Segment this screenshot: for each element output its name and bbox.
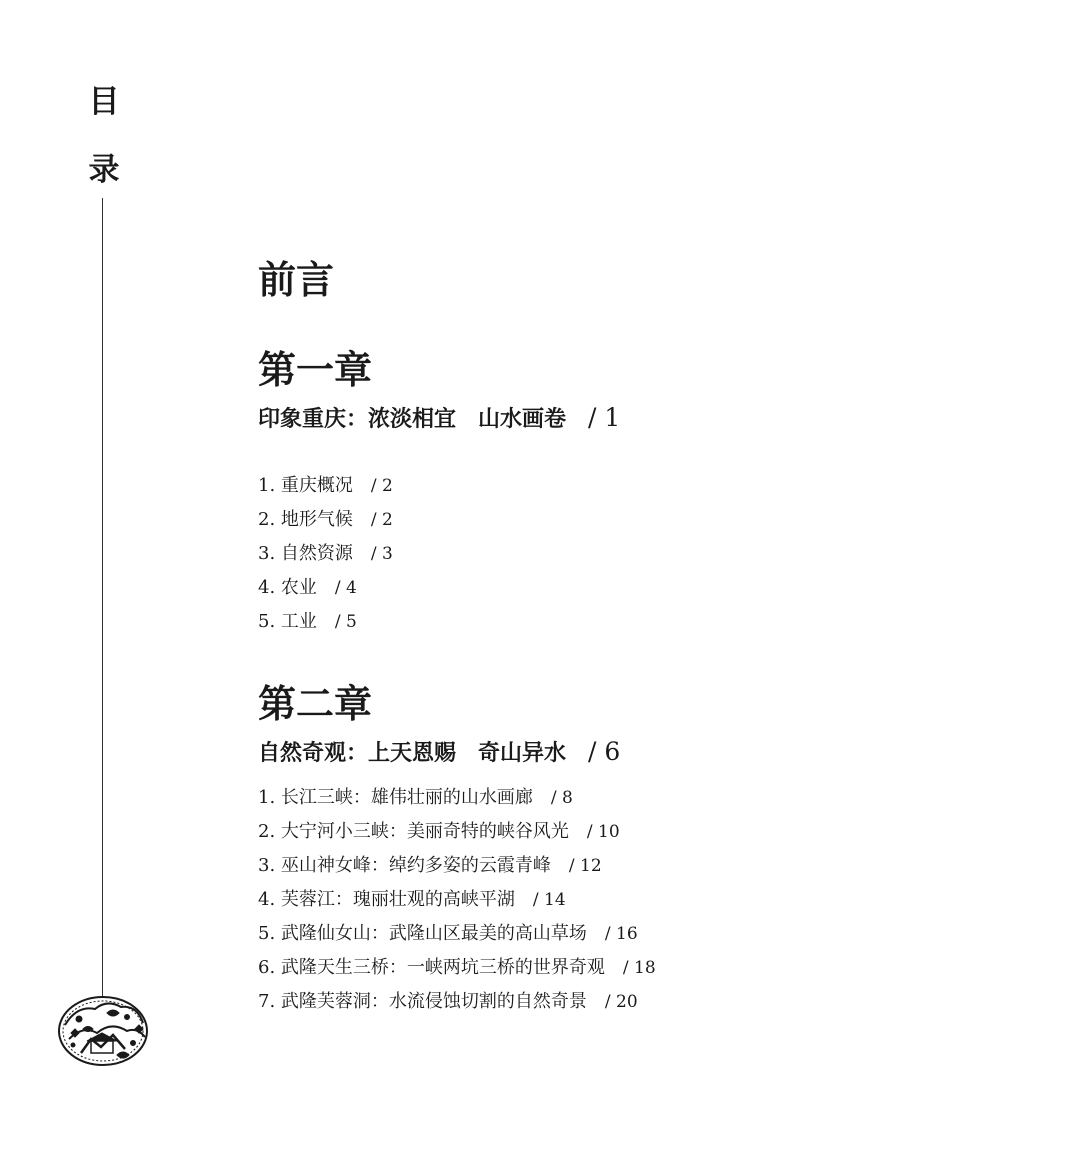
toc-entry[interactable] — [258, 469, 1038, 503]
toc-entry-title: 3. 巫山神女峰：绰约多姿的云霞青峰 — [258, 855, 551, 876]
toc-entry-page: / 14 — [532, 890, 566, 910]
toc-entry-title: 2. 大宁河小三峡：美丽奇特的峡谷风光 — [258, 821, 569, 842]
chapter-page-number: / 1 — [588, 403, 621, 432]
chapter-entry-list — [258, 469, 1038, 639]
toc-entry[interactable] — [258, 781, 1038, 815]
ornamental-seal-icon — [57, 995, 149, 1067]
toc-entry-title: 4. 芙蓉江：瑰丽壮观的高峡平湖 — [258, 889, 515, 910]
toc-entry-title: 1. 长江三峡：雄伟壮丽的山水画廊 — [258, 787, 533, 808]
toc-entry-page: / 20 — [604, 992, 638, 1012]
toc-entry-page: / 8 — [550, 788, 573, 808]
preface-heading[interactable]: 前言 — [258, 257, 335, 302]
toc-entry-page: / 12 — [568, 856, 602, 876]
toc-entry-page: / 10 — [586, 822, 620, 842]
toc-entry-title: 3. 自然资源 — [258, 543, 353, 564]
chapter-2 — [258, 682, 1038, 1019]
side-divider-line — [102, 198, 103, 998]
toc-entry-page: / 16 — [604, 924, 638, 944]
chapter-subtitle[interactable] — [258, 738, 1038, 767]
toc-entry-page: / 18 — [622, 958, 656, 978]
toc-entry-title: 1. 重庆概况 — [258, 475, 353, 496]
toc-entry[interactable] — [258, 883, 1038, 917]
toc-side-title — [86, 84, 122, 188]
chapter-subtitle-text: 印象重庆：浓淡相宜 山水画卷 — [258, 406, 567, 432]
toc-entry[interactable] — [258, 503, 1038, 537]
toc-entry-page: / 3 — [370, 544, 393, 564]
toc-entry-page: / 4 — [334, 578, 357, 598]
toc-entry-title: 5. 工业 — [258, 611, 317, 632]
chapter-heading[interactable]: 第一章 — [258, 347, 373, 392]
toc-entry[interactable] — [258, 605, 1038, 639]
chapter-subtitle-text: 自然奇观：上天恩赐 奇山异水 — [258, 740, 567, 766]
side-title-char-1: 目 — [88, 84, 120, 120]
toc-entry-page: / 2 — [370, 476, 393, 496]
toc-entry-title: 2. 地形气候 — [258, 509, 353, 530]
chapter-page-number: / 6 — [588, 737, 621, 766]
chapter-heading[interactable]: 第二章 — [258, 681, 373, 726]
toc-entry[interactable] — [258, 951, 1038, 985]
toc-entry-title: 4. 农业 — [258, 577, 317, 598]
chapter-1 — [258, 348, 1038, 639]
toc-entry-title: 7. 武隆芙蓉洞：水流侵蚀切割的自然奇景 — [258, 991, 587, 1012]
toc-entry[interactable] — [258, 815, 1038, 849]
toc-entry[interactable] — [258, 849, 1038, 883]
toc-entry-page: / 5 — [334, 612, 357, 632]
toc-entry[interactable] — [258, 571, 1038, 605]
toc-entry-title: 5. 武隆仙女山：武隆山区最美的高山草场 — [258, 923, 587, 944]
toc-entry[interactable] — [258, 537, 1038, 571]
toc-entry-title: 6. 武隆天生三桥：一峡两坑三桥的世界奇观 — [258, 957, 605, 978]
toc-entry[interactable] — [258, 985, 1038, 1019]
toc-entry[interactable] — [258, 917, 1038, 951]
chapter-subtitle[interactable] — [258, 404, 1038, 433]
toc-entry-page: / 2 — [370, 510, 393, 530]
side-title-char-2: 录 — [88, 152, 120, 188]
chapter-entry-list — [258, 781, 1038, 1019]
